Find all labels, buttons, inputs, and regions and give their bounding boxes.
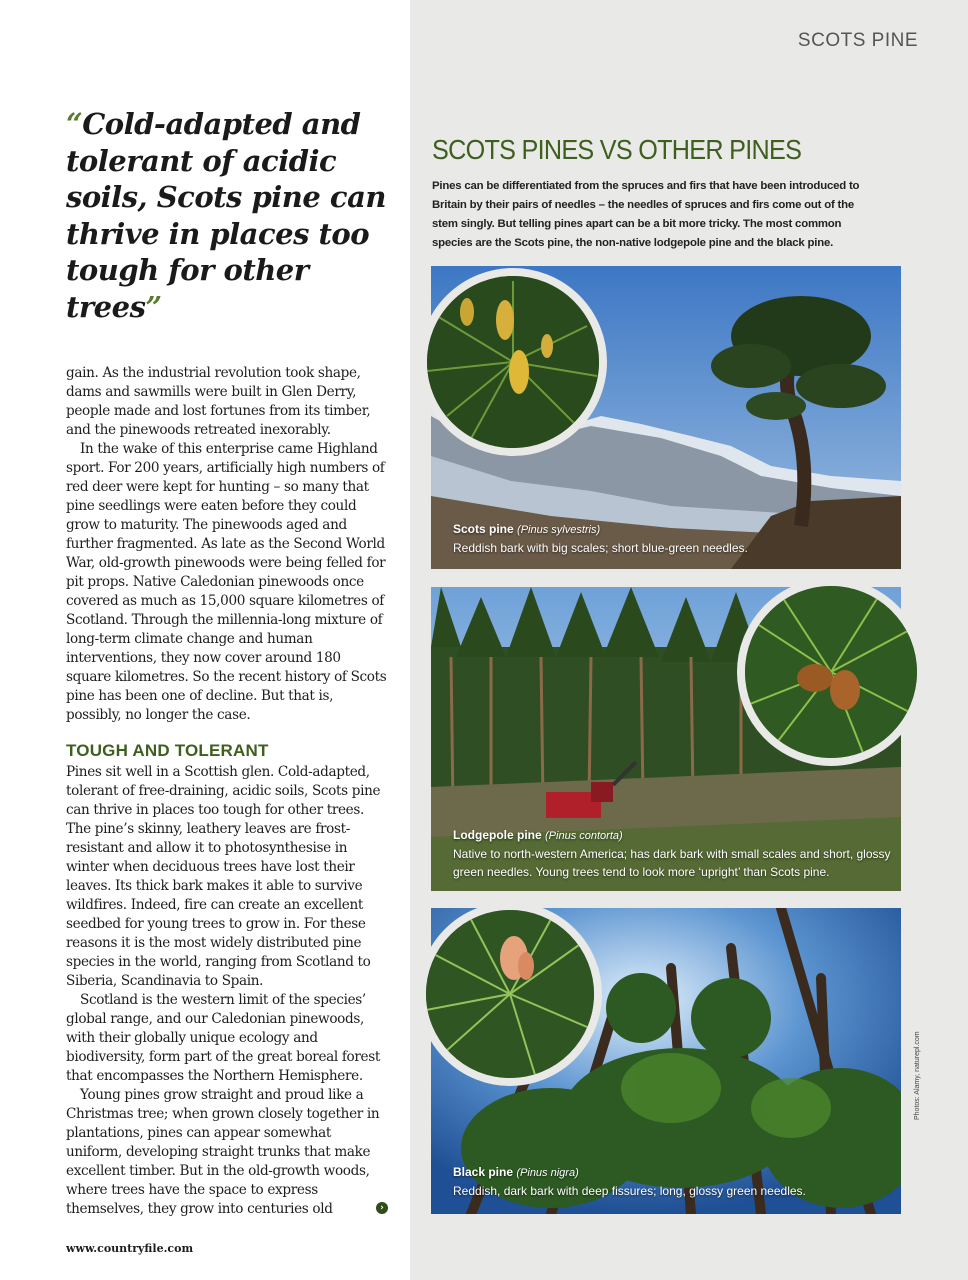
close-quote-mark: ” — [145, 289, 162, 324]
paragraph: Young pines grow straight and proud like a Christmas tree; when grown closely together in plantations, pines can appear somewhat uniform, developing straight trunks that make excellent timber. But in the old-growth woods, where trees have the space to express themselves, they grow into centuries old — [66, 1087, 380, 1217]
pull-quote — [66, 106, 396, 325]
paragraph: gain. As the industrial revolution took shape, dams and sawmills were built in Glen Derry, people made and lost fortunes from its timber, and the pinewoods retreated inexorably. — [66, 365, 371, 438]
paragraph: In the wake of this enterprise came Highland sport. For 200 years, artificially high numbers of red deer were kept for hunting – so many that pine seedlings were eaten before they could grow to maturity. The pinewoods aged and further fragmented. As late as the Second World War, old-growth pinewoods were being felled for pit props. Native Caledonian pinewoods once covered as much as 15,000 square kilometres of Scotland. Through the millennia-long mixture of long-term climate change and human interventions, they now cover around 180 square kilometres. So the recent history of Scots pine has been one of decline. But that is, possibly, no longer the case. — [66, 441, 387, 723]
black-pine-caption — [453, 1163, 806, 1200]
species-description: Reddish bark with big scales; short blue-green needles. — [453, 541, 748, 555]
photo-credit: Photos: Alamy, naturepl.com — [914, 1031, 921, 1120]
species-name: Black pine — [453, 1165, 514, 1179]
species-description: Native to north-western America; has dark bark with small scales and short, glossy green needles. Young trees tend to look more ‘upright’ than Scots pine. — [453, 847, 891, 879]
sidebar-intro: Pines can be differentiated from the spruces and firs that have been introduced to Britain by their pairs of needles – the needles of spruces and firs come out of the stem singly. But telling pines apart can be a bit more tricky. The most common species are the Scots pine, the non-native lodgepole pine and the black pine. — [432, 180, 860, 249]
article-body-bottom — [66, 763, 388, 1219]
lodgepole-cone-inset — [737, 578, 925, 766]
species-latin: (Pinus nigra) — [516, 1167, 579, 1179]
species-name: Lodgepole pine — [453, 828, 542, 842]
subhead: TOUGH AND TOLERANT — [66, 741, 269, 760]
sidebar-title: SCOTS PINES VS OTHER PINES — [432, 134, 802, 165]
species-latin: (Pinus contorta) — [545, 830, 623, 842]
lodgepole-pine-caption — [453, 826, 893, 881]
article-body-top — [66, 364, 388, 725]
species-description: Reddish, dark bark with deep fissures; long, glossy green needles. — [453, 1184, 806, 1198]
open-quote-mark: “ — [66, 107, 83, 141]
section-tag: SCOTS PINE — [797, 30, 918, 51]
species-latin: (Pinus sylvestris) — [517, 524, 601, 536]
chevron-right-icon[interactable]: › — [376, 1202, 388, 1214]
paragraph: Pines sit well in a Scottish glen. Cold-adapted, tolerant of free-draining, acidic soils, Scots pine can thrive in places too tough for other trees. The pine’s skinny, leathery leaves are frost-resistant and allow it to photosynthesise in winter when deciduous trees have lost their leaves. Its thick bark makes it able to survive wildfires. Indeed, fire can create an excellent seedbed for young trees to grow in. For these reasons it is the most widely distributed pine species in the world, ranging from Scotland to Siberia, Scandinavia to Spain. — [66, 764, 381, 989]
scots-pine-caption — [453, 520, 748, 557]
scots-pine-flower-inset — [419, 268, 607, 456]
paragraph: Scotland is the western limit of the species’ global range, and our Caledonian pinewoods, with their globally unique ecology and biodiversity, form part of the great boreal forest that encompasses the Northern Hemisphere. — [66, 992, 380, 1084]
pull-quote-text: Cold-adapted and tolerant of acidic soils, Scots pine can thrive in places too tough for other trees — [66, 107, 386, 324]
species-name: Scots pine — [453, 522, 514, 536]
black-pine-flower-inset — [418, 902, 602, 1086]
footer-url[interactable]: www.countryfile.com — [66, 1242, 194, 1255]
